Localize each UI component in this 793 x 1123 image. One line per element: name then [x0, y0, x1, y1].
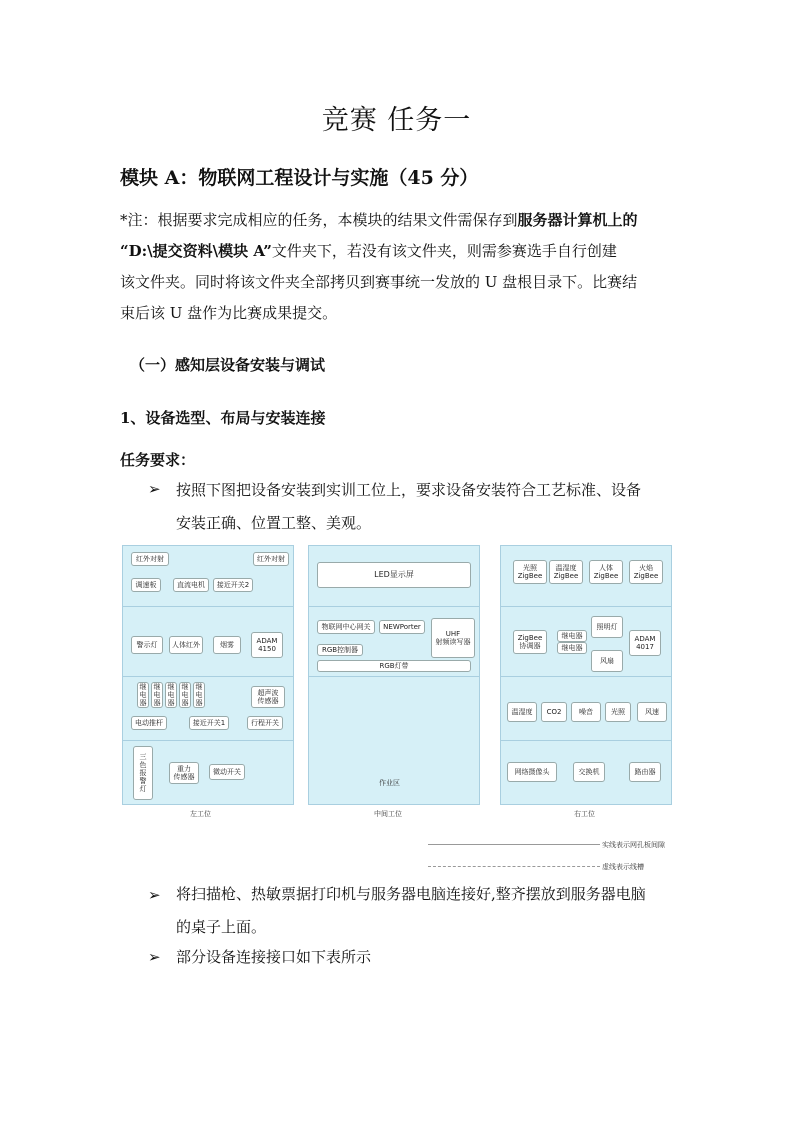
- note-line1: *注：根据要求完成相应的任务，本模块的结果文件需保存到: [120, 211, 518, 229]
- human-ir-box: 人体红外: [169, 636, 203, 654]
- note-line2: 文件夹下，若没有该文件夹，则需参赛选手自行创建: [271, 242, 617, 260]
- note-path: “D:\提交资料\模块 A”: [120, 242, 272, 260]
- adam-module-box: ADAM 4150: [251, 632, 283, 658]
- middle-station-label: 中间工位: [374, 810, 402, 818]
- ir-sensor-box: 红外对射: [131, 552, 169, 566]
- light-sensor-box: 光照: [605, 702, 631, 722]
- note-line1-bold: 服务器计算机上的: [517, 211, 638, 229]
- wind-speed-box: 风速: [637, 702, 667, 722]
- task-requirements-label: 任务要求：: [120, 451, 196, 469]
- relay-box: 继电器: [137, 682, 149, 708]
- note-paragraph: [120, 205, 680, 329]
- lighting-lamp-box: 照明灯: [591, 616, 623, 638]
- bullet-item: 部分设备连接接口如下表所示: [176, 948, 372, 966]
- motor-box: 直流电机: [173, 578, 209, 592]
- bullet-marker: ➢: [148, 886, 161, 904]
- warning-light-box: 警示灯: [131, 636, 163, 654]
- light-zigbee-box: 光照 ZigBee: [513, 560, 547, 584]
- gravity-sensor-box: 重力 传感器: [169, 762, 199, 784]
- module-heading: 模块 A：物联网工程设计与实施（45 分）: [120, 167, 479, 189]
- subsection-heading: 1、设备选型、布局与安装连接: [120, 409, 326, 427]
- dimmer-box: 调速板: [131, 578, 161, 592]
- layout-diagram: [120, 544, 675, 871]
- human-zigbee-box: 人体 ZigBee: [589, 560, 623, 584]
- switch-box: 交换机: [573, 762, 605, 782]
- rgb-strip-box: RGB灯带: [317, 660, 471, 672]
- travel-switch-box: 行程开关: [247, 716, 283, 730]
- solid-line-legend: [428, 844, 600, 845]
- right-station-label: 右工位: [574, 810, 595, 818]
- temp-humidity-box: 温湿度: [507, 702, 537, 722]
- ir-sensor-box: 红外对射: [253, 552, 289, 566]
- section-heading: （一）感知层设备安装与调试: [130, 356, 326, 374]
- dashed-line-legend-label: 虚线表示线槽: [602, 863, 644, 871]
- uhf-reader-box: UHF 射频读写器: [431, 618, 475, 658]
- micro-switch-box: 微动开关: [209, 764, 245, 780]
- note-line3: 该文件夹。同时将该文件夹全部拷贝到赛事统一发放的 U 盘根目录下。比赛结: [120, 273, 638, 291]
- bullet-item: 按照下图把设备安装到实训工位上，要求设备安装符合工艺标准、设备 安装正确、位置工整、美观。: [176, 481, 642, 532]
- noise-box: 噪音: [571, 702, 601, 722]
- right-station-panel: [500, 545, 672, 805]
- dashed-line-legend: [428, 866, 600, 867]
- relay-box: 继电器: [557, 630, 587, 642]
- push-rod-box: 电动推杆: [131, 716, 167, 730]
- fan-box: 风扇: [591, 650, 623, 672]
- router-box: 路由器: [629, 762, 661, 782]
- iot-gateway-box: 物联网中心网关: [317, 620, 375, 634]
- led-display-box: LED显示屏: [317, 562, 471, 588]
- adam-module-box: ADAM 4017: [629, 630, 661, 656]
- left-station-panel: [122, 545, 294, 805]
- note-line4: 束后该 U 盘作为比赛成果提交。: [120, 304, 338, 322]
- smoke-box: 烟雾: [213, 636, 241, 654]
- relay-box: 继电器: [165, 682, 177, 708]
- page-title: 竞赛 任务一: [321, 105, 472, 136]
- network-camera-box: 网络摄像头: [507, 762, 557, 782]
- co2-box: CO2: [541, 702, 567, 722]
- middle-station-panel: [308, 545, 480, 805]
- bullet-marker: ➢: [148, 948, 161, 966]
- relay-box: 继电器: [193, 682, 205, 708]
- relay-box: 继电器: [151, 682, 163, 708]
- proximity-switch-box: 接近开关2: [213, 578, 253, 592]
- bullet-item: 将扫描枪、热敏票据打印机与服务器电脑连接好,整齐摆放到服务器电脑 的桌子上面。: [176, 885, 646, 936]
- newporter-box: NEWPorter: [379, 620, 425, 634]
- left-station-label: 左工位: [190, 810, 211, 818]
- zigbee-coordinator-box: ZigBee 协调器: [513, 630, 547, 654]
- tricolor-alarm-light-box: 三 色 报 警 灯: [133, 746, 153, 800]
- proximity-switch-box: 接近开关1: [189, 716, 229, 730]
- work-area-label: 作业区: [379, 779, 400, 787]
- rgb-controller-box: RGB控制器: [317, 644, 363, 656]
- flame-zigbee-box: 火焰 ZigBee: [629, 560, 663, 584]
- bullet-marker: ➢: [148, 480, 161, 498]
- relay-box: 继电器: [179, 682, 191, 708]
- relay-box: 继电器: [557, 642, 587, 654]
- solid-line-legend-label: 实线表示网孔板间隙: [602, 841, 665, 849]
- ultrasonic-sensor-box: 超声波 传感器: [251, 686, 285, 708]
- temp-humidity-zigbee-box: 温湿度 ZigBee: [549, 560, 583, 584]
